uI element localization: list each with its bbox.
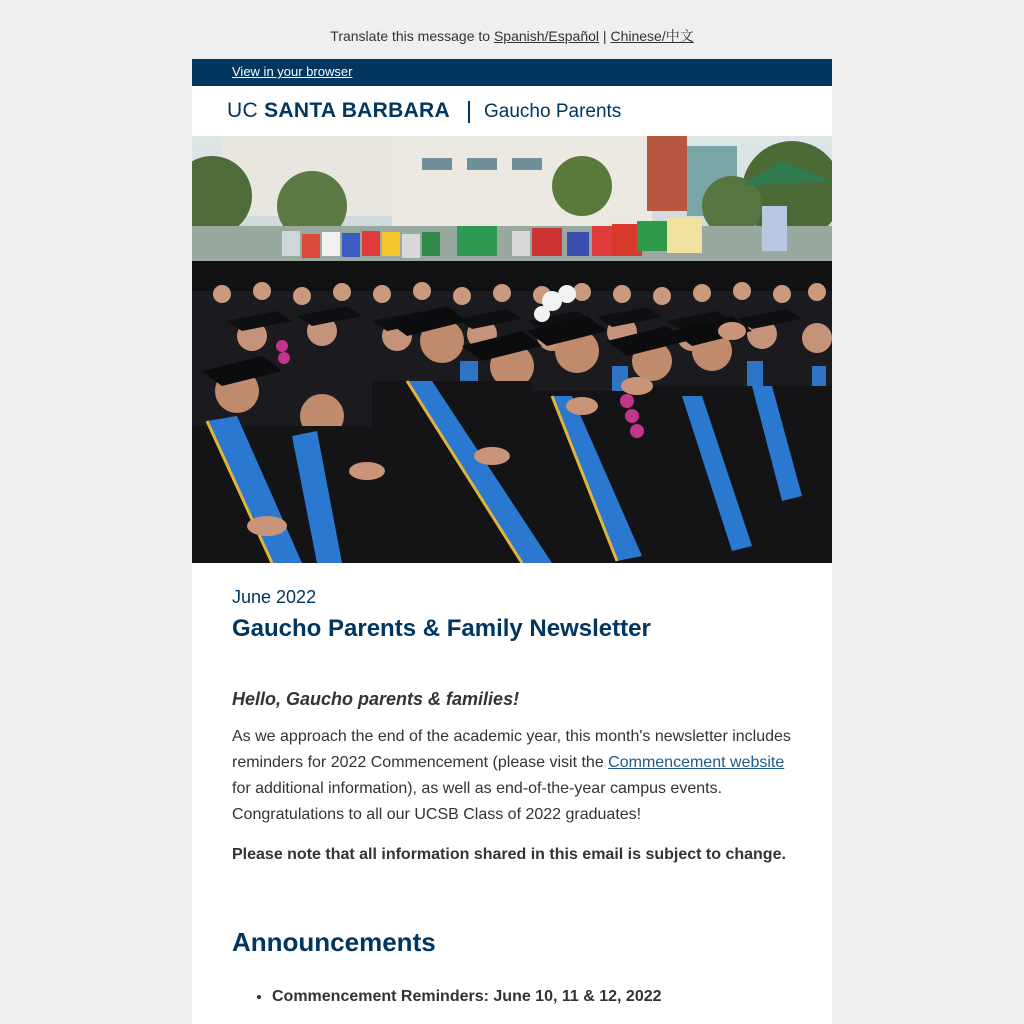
disclaimer-note: Please note that all information shared in this email is subject to change. <box>232 846 786 863</box>
view-in-browser-bar <box>192 59 832 86</box>
logo-uc-text: UC <box>227 99 258 122</box>
translate-bar <box>0 0 1024 59</box>
ucsb-logo <box>227 99 450 123</box>
intro-paragraph <box>232 724 792 828</box>
spanish-link[interactable]: Spanish/Español <box>493 28 600 44</box>
newsletter-title: Gaucho Parents & Family Newsletter <box>232 615 651 642</box>
intro-text-before: As we approach the end of the academic year, this month's newsletter includes reminders for 2022 Commencement (please visit the <box>232 728 791 771</box>
view-in-browser-link[interactable]: View in your browser <box>232 64 353 79</box>
commencement-website-link[interactable]: Commencement website <box>608 754 785 771</box>
announcements-list <box>232 988 792 1006</box>
newsletter-month: June 2022 <box>232 587 317 607</box>
email-body <box>192 59 832 1024</box>
announcements-heading: Announcements <box>232 927 436 957</box>
gaucho-parents-logo-text: Gaucho Parents <box>484 101 622 122</box>
translate-prefix: Translate this message to <box>330 28 494 44</box>
logo-divider <box>468 101 470 123</box>
newsletter-content <box>192 587 832 1006</box>
greeting: Hello, Gaucho parents & families! <box>232 689 520 709</box>
list-item: • Commencement Reminders: June 10, 11 & 12, 2022 <box>272 988 792 1006</box>
logo-sb-text: SANTA BARBARA <box>264 99 450 122</box>
translate-line <box>0 26 1024 46</box>
translate-separator: | <box>599 28 611 44</box>
intro-text-after: for additional information), as well as end-of-the-year campus events. Congratulations to all our UCSB Class of 2022 graduates! <box>232 780 723 823</box>
logo-bar <box>192 86 832 136</box>
chinese-link[interactable]: Chinese/中文 <box>610 28 694 44</box>
graduation-ceremony-image <box>192 136 832 563</box>
hero-image <box>192 136 832 563</box>
